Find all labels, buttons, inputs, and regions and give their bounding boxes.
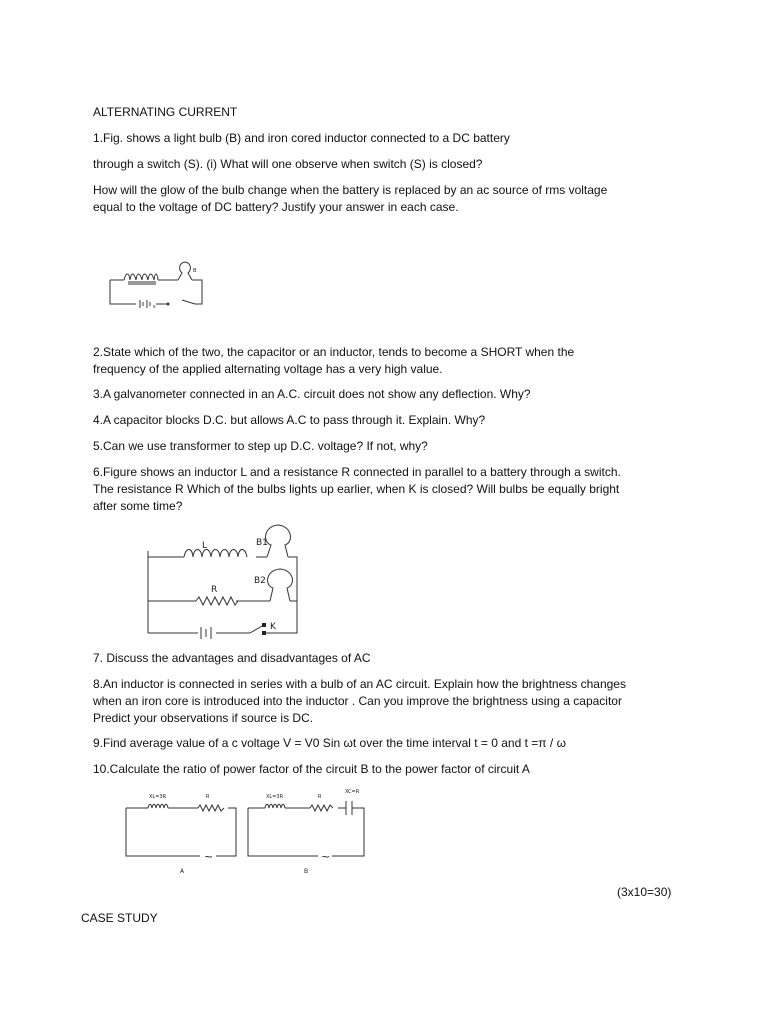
circuit-b-xl-label: XL=3R [266,794,284,800]
circuit-b-wire [248,808,364,856]
bulb-2-icon [268,569,293,601]
bulb-icon [178,262,192,280]
circuit-a-inductor [148,804,168,808]
figure-circuits-a-b [120,784,370,876]
question-7: 7. Discuss the advantages and disadvantages of AC [93,651,371,665]
circuit-a-label: A [180,868,185,875]
inductor-coil [184,550,247,558]
question-10: 10.Calculate the ratio of power factor of the circuit B to the power factor of circuit A [93,762,530,776]
question-6-line-3: after some time? [93,499,183,513]
question-2-line-2: frequency of the applied alternating voltage has a very high value. [93,362,443,376]
circuit-wire [148,551,297,633]
circuit-b-r-label: R [318,794,322,800]
question-9: 9.Find average value of a c voltage V = V0 Sin ωt over the time interval t = 0 and t =π / ω [93,736,566,750]
label-resistor: R [211,585,218,595]
switch-icon [167,303,170,306]
question-3: 3.A galvanometer connected in an A.C. circuit does not show any deflection. Why? [93,387,531,401]
marks-total: (3x10=30) [617,885,672,899]
circuit-b-inductor [265,804,285,808]
resistor [196,597,238,605]
label-switch: K [270,622,276,632]
circuit-a-xl-label: XL=3R [149,794,167,800]
svg-text:s: s [153,304,156,310]
question-4: 4.A capacitor blocks D.C. but allows A.C to pass through it. Explain. Why? [93,413,486,427]
question-8-line-3: Predict your observations if source is DC. [93,711,314,725]
label-bulb-2: B2 [254,576,266,586]
question-2-line-1: 2.State which of the two, the capacitor or an inductor, tends to become a SHORT when the [93,345,575,359]
switch-icon [250,626,262,633]
svg-text:B: B [193,268,197,274]
label-inductor: L [202,541,208,551]
question-6-line-2: The resistance R Which of the bulbs lights up earlier, when K is closed? Will bulbs be equally bright [93,482,620,496]
figure-parallel-lr-circuit [140,515,310,640]
question-1-line-4: equal to the voltage of DC battery? Justify your answer in each case. [93,200,459,214]
circuit-a-resistor [198,805,224,811]
bulb-1-icon [266,525,291,557]
question-5: 5.Can we use transformer to step up D.C. voltage? If not, why? [93,439,428,453]
question-1-line-3: How will the glow of the bulb change when the battery is replaced by an ac source of rms voltage [93,183,608,197]
question-8-line-2: when an iron core is introduced into the inductor . Can you improve the brightness using a capacitor [93,694,622,708]
circuit-a-wire [126,808,236,856]
inductor-coil [124,274,158,280]
circuit-b-resistor [310,805,333,811]
circuit-b-label: B [304,868,309,875]
question-8-line-1: 8.An inductor is connected in series with a bulb of an AC circuit. Explain how the brightness changes [93,677,626,691]
circuit-a-source: ~ [204,850,214,863]
figure-bulb-inductor-circuit [100,255,210,315]
circuit-b-xc-label: XC=R [345,789,360,795]
circuit-a-r-label: R [206,794,210,800]
question-6-line-1: 6.Figure shows an inductor L and a resistance R connected in parallel to a battery through a switch. [93,465,621,479]
question-1-line-2: through a switch (S). (i) What will one observe when switch (S) is closed? [93,157,483,171]
question-1-line-1: 1.Fig. shows a light bulb (B) and iron cored inductor connected to a DC battery [93,131,510,145]
label-bulb-1: B1 [256,538,268,548]
section-heading-case-study: CASE STUDY [81,911,158,925]
document-title: ALTERNATING CURRENT [93,105,238,119]
circuit-b-source: ~ [321,850,331,863]
